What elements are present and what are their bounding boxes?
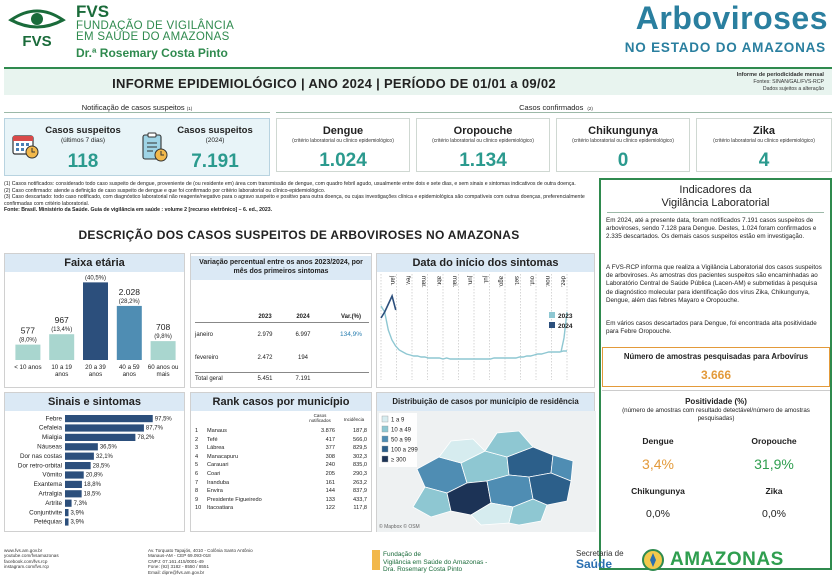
sinais-value-label: 18,8%: [83, 482, 101, 489]
sinais-bar: [65, 415, 153, 422]
faixa-value-label: 967: [54, 315, 69, 326]
rank-cell-n: 7: [195, 479, 199, 486]
month-label: ago.: [497, 276, 504, 288]
series-2024-line: [381, 296, 396, 318]
rank-cell-i: 290,3: [353, 470, 367, 477]
variacao-header-line: [195, 322, 369, 323]
logo-text: FVS: [22, 33, 52, 48]
rank-row: [195, 444, 369, 453]
sinais-value-label: 3,9%: [70, 519, 85, 526]
faixa-category-label: < 10 anos: [14, 364, 42, 371]
sinais-value-label: 3,9%: [70, 510, 85, 517]
variacao-panel: Variação percentual entre os anos 2023/2024, por mês dos primeiros sintomas 2023 2024 Var.(%) janeiro 2.979 6.997 134,9% fevereiro 2.472 194 Total geral 5.451 7.191: [190, 253, 372, 388]
faixa-pct-label: (13,4%): [51, 327, 73, 334]
card-suspeitos-7d-sub: (últimos 7 dias): [60, 137, 106, 144]
positividade-header: [602, 390, 830, 426]
sinais-category-label: Artralgia: [38, 490, 62, 498]
sinais-category-label: Dor nas costas: [20, 452, 62, 460]
variacao-col-2023: 2023: [258, 314, 272, 320]
amostras-box: [602, 347, 830, 387]
indicadores-divider: [607, 212, 824, 213]
rank-cell-c: 122: [325, 505, 335, 512]
sinais-bar: [65, 518, 69, 525]
sinais-chart: [5, 411, 186, 532]
rank-row: [195, 436, 369, 445]
mapa-panel: [376, 392, 595, 532]
month-label: mai.: [450, 276, 457, 288]
footer-links: [4, 548, 59, 570]
faixa-value-label: 2.028: [118, 286, 140, 297]
card-zika: Zika (critério laboratorial ou clínico epidemiológico) 4: [696, 118, 832, 172]
rank-cell-i: 117,8: [353, 505, 367, 512]
card-oropouche: Oropouche (critério laboratorial ou clínico epidemiológico) 1.134: [416, 118, 550, 172]
sinais-category-label: Náuseas: [37, 443, 62, 451]
sinais-value-label: 18,5%: [83, 491, 101, 498]
month-label: mar.: [419, 276, 426, 288]
posit-zika: Zika 0,0%: [762, 486, 786, 520]
report-banner: [4, 67, 832, 95]
faixa-value-label: 577: [20, 325, 35, 336]
sinais-value-label: 20,8%: [85, 472, 103, 479]
sinais-category-label: Conjuntivite: [29, 509, 62, 517]
org-short-name: FVS: [76, 2, 110, 21]
card-suspeitos-7d-value: 118: [67, 151, 99, 172]
faixa-pct-label: (9,8%): [154, 334, 172, 341]
footer-facebook-link[interactable]: facebook.com/fvs.rcp: [4, 558, 48, 564]
map-legend-label: 10 a 49: [391, 427, 412, 434]
rank-cell-m: Iranduba: [207, 479, 230, 486]
report-title: INFORME EPIDEMIOLÓGICO | ANO 2024 | PERÍODO DE 01/01 a 09/02: [112, 76, 556, 91]
rank-cell-c: 205: [325, 470, 335, 477]
faixa-etaria-panel: [4, 253, 185, 388]
notificacao-heading: Notificação de casos suspeitos (1): [81, 103, 193, 112]
report-meta: Informe de periodicidade mensal Fontes: SINAN/GAL/FVS-RCP Dados sujeitos a alteração: [736, 72, 824, 92]
rank-cell-c: 240: [325, 462, 335, 469]
sinais-value-label: 78,2%: [137, 435, 155, 442]
sinais-value-label: 36,5%: [99, 444, 117, 451]
map-legend-label: ≥ 300: [391, 457, 406, 464]
map-legend-label: 100 a 299: [391, 447, 418, 454]
faixa-bar: [49, 334, 74, 360]
faixa-pct-label: (40,5%): [84, 275, 107, 282]
variacao-row-janeiro: janeiro: [195, 332, 214, 338]
rank-cell-n: 1: [195, 428, 199, 434]
faixa-category-label: anos: [88, 371, 103, 378]
rank-cell-m: Manaus: [207, 428, 227, 434]
notificacao-panel: [4, 118, 270, 176]
rank-cell-i: 433,7: [353, 496, 367, 503]
rank-cell-n: 10: [195, 505, 202, 512]
sinais-bar: [65, 481, 82, 488]
rank-col-incidencia: Incidência: [343, 417, 365, 422]
rank-cell-i: 263,2: [353, 479, 367, 486]
rank-cell-m: Envira: [207, 488, 223, 495]
rank-row: [195, 470, 369, 479]
rank-row: [195, 453, 369, 462]
variacao-col-2024: 2024: [296, 314, 310, 320]
sinais-bar: [65, 443, 98, 450]
faixa-pct-label: (8,0%): [19, 337, 37, 344]
sinais-category-label: Febre: [45, 415, 62, 423]
sinais-category-label: Artrite: [45, 499, 62, 507]
faixa-category-label: 60 anos ou: [147, 364, 179, 371]
month-label: abr.: [435, 276, 442, 287]
faixa-bar: [83, 282, 108, 360]
faixa-bar: [117, 306, 142, 360]
month-label: out.: [528, 276, 535, 287]
posit-dengue: Dengue 3,4%: [642, 436, 674, 472]
rank-cell-m: Itacoatiara: [207, 505, 234, 512]
card-suspeitos-ano-value: 7.191: [191, 151, 239, 172]
legend-swatch: [549, 312, 555, 318]
mapa-title: Distribuição de casos por município de residência: [377, 393, 594, 411]
variacao-title: Variação percentual entre os anos 2023/2024, por mês dos primeiros sintomas: [191, 256, 371, 280]
card-suspeitos-7d-title: Casos suspeitos: [45, 125, 121, 136]
definitions-notes: (1) Casos notificados: considerado todo caso suspeito de dengue, proveniente de (ou residente em) área com transmissão de dengue, com quadro febril agudo, usualmente entre dois e sete dias, e sem sinais e sintomas indicativos de outra doença. (2) Caso confirmado: atende a definição de caso suspeito de dengue e que foi confirmado por critério laboratorial ou clínico-epidemiológico. (3) Caso descartado: todo caso notificado, com diagnóstico laboratorial não reagente/negativo para o agravo suspeito e positivo para outra doença, ou cujas investigações clínica e epidemiológica são compatíveis com outras doenças, preferencialmente confirmadas com critério laboratorial. Fonte: Brasil. Ministério da Saúde. Guia de vigilância em saúde : volume 2 [recurso eletrônico] – 6. ed., 2023.: [4, 181, 585, 214]
sinais-category-label: Vômito: [42, 471, 62, 479]
rank-cell-n: 5: [195, 462, 199, 469]
card-chikungunya: Chikungunya (critério laboratorial ou clínico epidemiológico) 0: [556, 118, 690, 172]
map-legend-swatch: [382, 426, 388, 432]
faixa-category-label: 40 a 59: [118, 364, 140, 371]
sinais-value-label: 28,5%: [92, 463, 110, 470]
positividade-title: Positividade (%): [685, 397, 747, 406]
faixa-category-label: mais: [156, 371, 170, 378]
notificacao-divider: [4, 112, 270, 113]
rank-cell-c: 377: [325, 445, 335, 452]
card-dengue: Dengue (critério laboratorial ou clínico epidemiológico) 1.024: [276, 118, 410, 172]
sinais-bar: [65, 462, 91, 469]
card-suspeitos-ano-sub: (2024): [205, 137, 225, 144]
footer-state-name: AMAZONAS: [670, 549, 784, 570]
rank-cell-n: 2: [195, 436, 199, 443]
month-label: dez.: [559, 276, 566, 288]
footer-address: Av. Torquato Tapajós, 4010 - Colônia Santo Antônio Manaus-AM - CEP 69.093-018 CNPJ: 07.161.415/0001-49 Fone: (92) 3182 - 8550 / 8551 Email: dipre@fvs.am.gov.br: [148, 548, 253, 575]
rank-cell-c: 144: [325, 488, 335, 495]
rank-panel: [190, 392, 372, 532]
municipio-map[interactable]: [377, 411, 596, 532]
rank-cell-c: 161: [325, 479, 335, 486]
sinais-category-label: Dor retro-orbital: [17, 462, 62, 470]
sinais-bar: [65, 434, 135, 441]
map-legend-label: 1 a 9: [391, 417, 405, 424]
rank-cell-m: Coari: [207, 470, 221, 477]
sinais-value-label: 7,3%: [73, 500, 88, 507]
footer-org: Fundação de Vigilância em Saúde do Amazonas - Dra. Rosemary Costa Pinto: [383, 551, 488, 573]
amostras-value: 3.666: [700, 368, 732, 382]
month-label: fev.: [404, 276, 411, 286]
sinais-category-label: Exantema: [33, 481, 62, 489]
amostras-label: Número de amostras pesquisadas para Arbovírus: [623, 352, 809, 361]
legend-label: 2024: [558, 323, 573, 330]
rank-cell-i: 829,5: [353, 445, 367, 452]
rank-cell-i: 187,8: [353, 428, 367, 434]
footer-youtube-link[interactable]: youtube.com/fvsamazonas: [4, 553, 59, 559]
sinais-category-label: Mialgia: [42, 434, 62, 442]
sinais-category-label: Petéquias: [33, 518, 62, 526]
rank-cell-c: 133: [325, 496, 335, 503]
rank-cell-i: 302,3: [353, 453, 367, 460]
confirmados-heading: Casos confirmados (2): [276, 103, 832, 112]
footer-site-link[interactable]: www.fvs.am.gov.br: [4, 548, 43, 553]
variacao-row-total: Total geral: [195, 376, 223, 382]
rank-col-casos: Casos notificados: [309, 413, 331, 423]
rank-cell-c: 308: [325, 453, 335, 460]
descricao-title: DESCRIÇÃO DOS CASOS SUSPEITOS DE ARBOVIROSES NO AMAZONAS: [78, 228, 520, 242]
rank-row: [195, 479, 369, 488]
legend-label: 2023: [558, 313, 573, 320]
faixa-category-label: 20 a 39: [85, 364, 106, 371]
month-label: nov.: [543, 276, 550, 287]
variacao-total-line: [195, 372, 369, 373]
variacao-col-var: Var.(%): [340, 314, 361, 320]
faixa-etaria-chart: [5, 272, 186, 388]
page-subtitle: NO ESTADO DO AMAZONAS: [624, 40, 826, 55]
faixa-pct-label: (28,2%): [118, 298, 140, 305]
indicadores-p3: Em vários casos descartados para Dengue, foi encontrada alta positividade para Febre Oropouche.: [606, 320, 817, 336]
rank-row: [195, 504, 369, 513]
sinais-title: Sinais e sintomas: [5, 393, 184, 411]
rank-cell-m: Lábrea: [207, 445, 225, 452]
faixa-value-label: 708: [156, 322, 171, 333]
month-label: jul.: [481, 276, 488, 284]
rank-cell-m: Manacapuru: [207, 453, 239, 460]
faixa-value-label: [85, 272, 106, 273]
map-legend-swatch: [382, 446, 388, 452]
sinais-category-label: Cefaleia: [38, 424, 62, 432]
org-patron-name: Dr.ª Rosemary Costa Pinto: [76, 46, 228, 60]
footer-instagram-link[interactable]: instagram.com/fvs.rcp: [4, 564, 49, 570]
rank-cell-m: Tefé: [207, 436, 218, 443]
posit-oropouche: Oropouche 31,9%: [751, 436, 797, 472]
map-legend-swatch: [382, 456, 388, 462]
positividade-sub: (número de amostras com resultado detectável/número de amostras pesquisadas): [622, 407, 810, 422]
month-label: set.: [512, 276, 519, 286]
data-inicio-title: Data do início dos sintomas: [377, 254, 594, 272]
month-label: jun.: [466, 276, 473, 286]
faixa-bar: [15, 345, 40, 360]
faixa-category-label: anos: [122, 371, 137, 378]
map-legend-swatch: [382, 436, 388, 442]
confirmados-divider: [276, 112, 832, 113]
state-coat-of-arms-icon: [640, 548, 666, 572]
faixa-bar: [151, 341, 176, 360]
footer-secretaria: Secretaria de Saúde: [576, 549, 624, 571]
rank-cell-i: 837,9: [353, 488, 367, 495]
sinais-bar: [65, 500, 72, 507]
rank-cell-n: 6: [195, 470, 199, 477]
card-suspeitos-ano-title: Casos suspeitos: [177, 125, 253, 136]
sinais-bar: [65, 471, 84, 478]
sinais-value-label: 87,7%: [145, 425, 163, 432]
rank-cell-n: 3: [195, 445, 199, 452]
sinais-value-label: 97,5%: [154, 416, 172, 423]
rank-cell-n: 8: [195, 488, 199, 495]
sinais-panel: [4, 392, 185, 532]
map-legend-label: 50 a 99: [391, 437, 412, 444]
legend-swatch: [549, 322, 555, 328]
indicadores-title: Indicadores da Vigilância Laboratorial: [661, 184, 770, 209]
rank-row: [195, 487, 369, 496]
map-credit: © Mapbox © OSM: [379, 524, 420, 530]
sinais-value-label: 32,1%: [95, 453, 113, 460]
rank-row: [195, 427, 369, 436]
page-header: [0, 0, 836, 66]
rank-cell-i: 835,0: [353, 462, 367, 469]
data-inicio-chart: [377, 272, 596, 388]
org-full-name: FUNDAÇÃO DE VIGILÂNCIA EM SAÚDE DO AMAZONAS: [76, 20, 235, 43]
page-title: Arboviroses: [635, 0, 828, 36]
rank-cell-n: 4: [195, 453, 199, 460]
sinais-bar: [65, 509, 69, 516]
rank-cell-i: 566,0: [353, 436, 367, 443]
rank-cell-c: 417: [325, 436, 335, 443]
rank-title: Rank casos por município: [191, 393, 371, 411]
footer-fvs-mark-icon: [372, 550, 380, 570]
faixa-etaria-title: Faixa etária: [5, 254, 184, 272]
rank-cell-n: 9: [195, 496, 199, 503]
indicadores-p2: A FVS-RCP informa que realiza a Vigilância Laboratorial dos casos suspeitos de arboviroses. As amostras dos pacientes suspeitos são encaminhadas ao Laboratório Central de Saúde Pública (Lacen-AM) e submetidas à pesquisa de diagnóstico molecular para identificação dos vírus Zika, Chikungunya, Dengue, além das febres Mayaro e Oropouche.: [606, 264, 822, 304]
sinais-bar: [65, 453, 94, 460]
variacao-row-fevereiro: fevereiro: [195, 355, 219, 361]
sinais-bar: [65, 424, 144, 431]
data-inicio-panel: [376, 253, 595, 388]
fvs-eye-logo-icon: [8, 4, 66, 48]
faixa-category-label: anos: [54, 371, 69, 378]
month-label: jan.: [388, 276, 395, 286]
sinais-bar: [65, 490, 82, 497]
indicadores-p1: Em 2024, até a presente data, foram notificados 7.191 casos suspeitos de arboviroses, sendo 7.128 para Dengue. Destes, 1.024 foram confirmados e 2.335 descartados. Os demais casos suspeitos estão em investigação.: [606, 217, 817, 241]
rank-cell-m: Presidente Figueiredo: [207, 496, 262, 503]
faixa-category-label: 10 a 19: [51, 364, 73, 371]
rank-row: [195, 461, 369, 470]
rank-cell-m: Carauari: [207, 462, 229, 469]
rank-cell-c: 3.876: [321, 428, 335, 434]
map-legend-swatch: [382, 416, 388, 422]
rank-table: [195, 427, 369, 513]
rank-row: [195, 496, 369, 505]
posit-chikungunya: Chikungunya 0,0%: [631, 486, 685, 520]
